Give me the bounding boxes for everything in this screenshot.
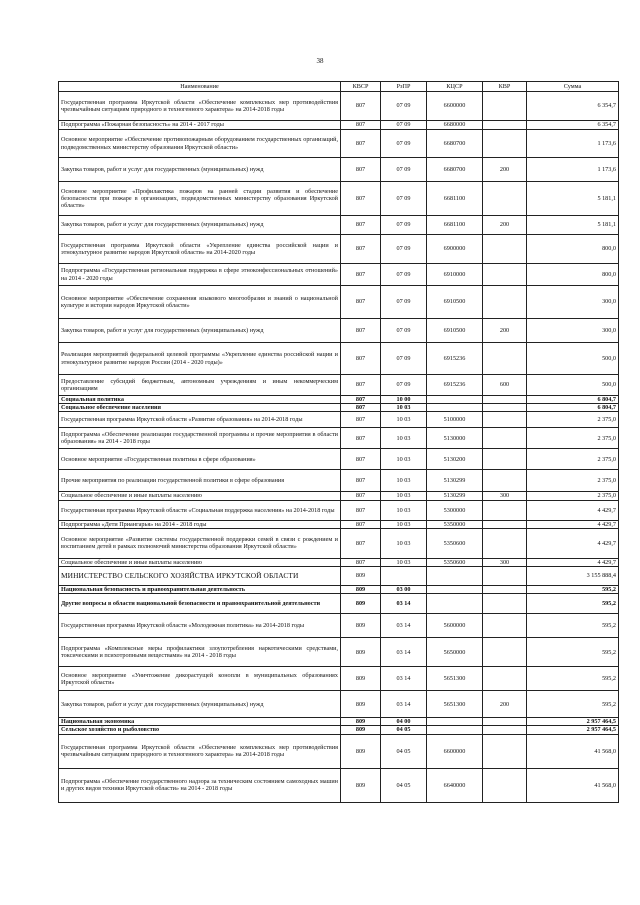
- row-rzpr: 10 03: [381, 500, 427, 520]
- table-row: [59, 734, 619, 768]
- row-rzpr: 10 03: [381, 404, 427, 412]
- row-name: Сельское хозяйство и рыболовство: [59, 726, 341, 734]
- row-rzpr: 03 14: [381, 667, 427, 691]
- row-kvr: [483, 92, 527, 121]
- row-name: Закупка товаров, работ и услуг для государственных (муниципальных) нужд: [59, 319, 341, 343]
- table-row: [59, 520, 619, 528]
- row-kvr: 200: [483, 158, 527, 182]
- header-kcsr: КЦСР: [427, 82, 483, 92]
- row-kcsr: 6910500: [427, 286, 483, 319]
- row-name: Государственная программа Иркутской области «Социальная поддержка населения» на 2014-2018 годы: [59, 500, 341, 520]
- row-name: Основное мероприятие «Обеспечение сохранения языкового многообразия и знаний о национальной культуре и истории народов Иркутской области»: [59, 286, 341, 319]
- table-row: [59, 594, 619, 614]
- table-row: [59, 92, 619, 121]
- row-kvsr: 807: [341, 558, 381, 566]
- row-name: Подпрограмма «Обеспечение государственного надзора за техническим состоянием самоходных машин и других видов техники Иркутской области» на 2014 - 2018 годы: [59, 768, 341, 802]
- row-name: Прочие мероприятия по реализации государственной политики в сфере образования: [59, 470, 341, 492]
- row-rzpr: 03 14: [381, 691, 427, 718]
- row-sum: 595,2: [527, 594, 619, 614]
- row-rzpr: 10 00: [381, 396, 427, 404]
- row-rzpr: 07 09: [381, 286, 427, 319]
- row-name: Основное мероприятие «Развитие системы государственной поддержки семей в связи с рождением и воспитанием детей в рамках полномочий министерства образования Иркутской области»: [59, 528, 341, 558]
- row-kvr: [483, 718, 527, 726]
- row-kcsr: 5600000: [427, 614, 483, 638]
- row-name: Государственная программа Иркутской области «Обеспечение комплексных мер противодействия чрезвычайным ситуациям природного и техногенного характера» на 2014-2018 годы: [59, 92, 341, 121]
- row-rzpr: 03 14: [381, 594, 427, 614]
- row-kcsr: 5300000: [427, 500, 483, 520]
- table-row: [59, 375, 619, 396]
- row-kvr: 200: [483, 319, 527, 343]
- budget-table: [58, 81, 619, 803]
- table-row: [59, 500, 619, 520]
- row-kcsr: 6910000: [427, 264, 483, 286]
- row-sum: 2 375,0: [527, 412, 619, 428]
- row-kvr: [483, 470, 527, 492]
- row-name: Подпрограмма «Обеспечение реализации государственной программы и прочие мероприятия в области образования» на 2014 - 2018 годы: [59, 428, 341, 449]
- row-kcsr: 6600000: [427, 734, 483, 768]
- row-sum: 2 957 464,5: [527, 718, 619, 726]
- row-sum: 41 568,0: [527, 734, 619, 768]
- row-sum: 6 354,7: [527, 92, 619, 121]
- row-kvsr: 807: [341, 92, 381, 121]
- row-sum: 4 429,7: [527, 500, 619, 520]
- row-kcsr: [427, 567, 483, 586]
- row-rzpr: 07 09: [381, 375, 427, 396]
- page-number: 38: [316, 57, 324, 65]
- table-body: [59, 92, 619, 803]
- row-kvr: [483, 667, 527, 691]
- table-row: [59, 343, 619, 375]
- row-kcsr: 6680700: [427, 130, 483, 158]
- row-rzpr: 10 03: [381, 412, 427, 428]
- row-rzpr: 07 09: [381, 182, 427, 216]
- row-name: Подпрограмма «Комплексные меры профилактики злоупотребления наркотическими средствами, токсическими и психотропными веществами» на 2014 - 2018 годы: [59, 638, 341, 667]
- row-name: Закупка товаров, работ и услуг для государственных (муниципальных) нужд: [59, 158, 341, 182]
- row-sum: 1 173,6: [527, 130, 619, 158]
- row-kvsr: 809: [341, 718, 381, 726]
- table-row: [59, 470, 619, 492]
- row-kvsr: 809: [341, 567, 381, 586]
- row-kvsr: 809: [341, 594, 381, 614]
- row-name: Подпрограмма «Дети Приангарья» на 2014 - 2018 годы: [59, 520, 341, 528]
- table-row: [59, 492, 619, 500]
- row-kvsr: 807: [341, 121, 381, 130]
- row-sum: 2 375,0: [527, 492, 619, 500]
- row-kcsr: 6900000: [427, 235, 483, 264]
- row-kcsr: [427, 586, 483, 594]
- row-rzpr: 04 05: [381, 726, 427, 734]
- table-row: [59, 586, 619, 594]
- row-kvsr: 807: [341, 412, 381, 428]
- row-kcsr: 6915236: [427, 343, 483, 375]
- table-row: [59, 404, 619, 412]
- row-rzpr: 07 09: [381, 264, 427, 286]
- row-kcsr: 6681100: [427, 182, 483, 216]
- row-kcsr: [427, 718, 483, 726]
- row-sum: 2 375,0: [527, 428, 619, 449]
- row-kvsr: 807: [341, 520, 381, 528]
- row-kvsr: 809: [341, 726, 381, 734]
- row-kvr: [483, 130, 527, 158]
- table-row: [59, 235, 619, 264]
- table-row: [59, 449, 619, 470]
- row-kvr: [483, 449, 527, 470]
- row-kcsr: 5650000: [427, 638, 483, 667]
- table-row: [59, 286, 619, 319]
- row-sum: 4 429,7: [527, 528, 619, 558]
- row-kvsr: 809: [341, 734, 381, 768]
- row-sum: 2 375,0: [527, 470, 619, 492]
- table-row: [59, 264, 619, 286]
- row-sum: 6 804,7: [527, 396, 619, 404]
- row-kvsr: 807: [341, 264, 381, 286]
- row-sum: 595,2: [527, 691, 619, 718]
- row-kvsr: 809: [341, 691, 381, 718]
- row-kvsr: 807: [341, 492, 381, 500]
- row-kcsr: 5130299: [427, 492, 483, 500]
- row-name: Закупка товаров, работ и услуг для государственных (муниципальных) нужд: [59, 216, 341, 235]
- row-kcsr: [427, 404, 483, 412]
- row-kcsr: 6910500: [427, 319, 483, 343]
- row-kvsr: 807: [341, 470, 381, 492]
- row-kvsr: 807: [341, 375, 381, 396]
- row-kvr: [483, 734, 527, 768]
- row-sum: 3 155 888,4: [527, 567, 619, 586]
- table-row: [59, 718, 619, 726]
- table-row: [59, 216, 619, 235]
- row-sum: 595,2: [527, 614, 619, 638]
- row-kvsr: 807: [341, 404, 381, 412]
- row-kvr: [483, 638, 527, 667]
- row-kvsr: 807: [341, 396, 381, 404]
- row-kvr: [483, 586, 527, 594]
- row-rzpr: 07 09: [381, 216, 427, 235]
- table-row: [59, 768, 619, 802]
- row-rzpr: 10 03: [381, 558, 427, 566]
- table-row: [59, 412, 619, 428]
- header-sum: Сумма: [527, 82, 619, 92]
- row-sum: 500,0: [527, 343, 619, 375]
- row-name: Социальное обеспечение и иные выплаты населению: [59, 492, 341, 500]
- row-name: Закупка товаров, работ и услуг для государственных (муниципальных) нужд: [59, 691, 341, 718]
- row-kvsr: 809: [341, 638, 381, 667]
- header-name: Наименование: [59, 82, 341, 92]
- row-sum: 300,0: [527, 286, 619, 319]
- row-kvr: [483, 235, 527, 264]
- row-kvsr: 809: [341, 614, 381, 638]
- row-kcsr: [427, 726, 483, 734]
- table-row: [59, 667, 619, 691]
- row-name: Социальное обеспечение населения: [59, 404, 341, 412]
- row-kcsr: 5130200: [427, 449, 483, 470]
- row-kvsr: 809: [341, 667, 381, 691]
- row-kvsr: 807: [341, 130, 381, 158]
- table-row: [59, 614, 619, 638]
- row-kvr: [483, 404, 527, 412]
- row-kcsr: [427, 396, 483, 404]
- row-sum: 4 429,7: [527, 558, 619, 566]
- row-rzpr: 03 14: [381, 638, 427, 667]
- row-kvr: 200: [483, 691, 527, 718]
- row-rzpr: 07 09: [381, 130, 427, 158]
- row-rzpr: 07 09: [381, 121, 427, 130]
- row-name: Национальная безопасность и правоохранительная деятельность: [59, 586, 341, 594]
- row-sum: 595,2: [527, 667, 619, 691]
- row-kcsr: 5651300: [427, 667, 483, 691]
- row-kvsr: 807: [341, 449, 381, 470]
- row-kvr: [483, 121, 527, 130]
- row-kvr: [483, 182, 527, 216]
- row-kvsr: 807: [341, 216, 381, 235]
- table-row: [59, 319, 619, 343]
- row-sum: 500,0: [527, 375, 619, 396]
- row-kcsr: 6640000: [427, 768, 483, 802]
- row-rzpr: 04 00: [381, 718, 427, 726]
- row-rzpr: 07 09: [381, 92, 427, 121]
- row-sum: 5 181,1: [527, 216, 619, 235]
- row-rzpr: 10 03: [381, 428, 427, 449]
- row-name: Основное мероприятие «Обеспечение противопожарным оборудованием государственных организаций, подведомственных министерству образования Иркутской области»: [59, 130, 341, 158]
- row-name: Основное мероприятие «Уничтожение дикорастущей конопли в муниципальных образованиях Иркутской области»: [59, 667, 341, 691]
- row-rzpr: 07 09: [381, 158, 427, 182]
- row-kcsr: 6915236: [427, 375, 483, 396]
- row-kcsr: 5350600: [427, 528, 483, 558]
- header-kvsr: КВСР: [341, 82, 381, 92]
- row-name: Предоставление субсидий бюджетным, автономным учреждениям и иным некоммерческим организациям: [59, 375, 341, 396]
- row-rzpr: 03 00: [381, 586, 427, 594]
- row-rzpr: 04 05: [381, 734, 427, 768]
- row-kcsr: 5100000: [427, 412, 483, 428]
- row-kvsr: 807: [341, 286, 381, 319]
- table-row: [59, 726, 619, 734]
- row-name: Подпрограмма «Пожарная безопасность» на 2014 - 2017 годы: [59, 121, 341, 130]
- row-name: Государственная программа Иркутской области «Укрепление единства российской нации и этнокультурное развитие народов Иркутской области» на 2014-2020 годы: [59, 235, 341, 264]
- row-rzpr: 10 03: [381, 449, 427, 470]
- row-kcsr: 5130299: [427, 470, 483, 492]
- header-kvr: КВР: [483, 82, 527, 92]
- row-sum: 6 354,7: [527, 121, 619, 130]
- row-rzpr: [381, 567, 427, 586]
- row-name: Основное мероприятие «Профилактика пожаров на ранней стадии развития и обеспечение безопасности при пожаре в организациях, подведомственных министерству образования Иркутской области»: [59, 182, 341, 216]
- row-kvr: [483, 726, 527, 734]
- row-kcsr: 6681100: [427, 216, 483, 235]
- table-row: [59, 567, 619, 586]
- table-row: [59, 182, 619, 216]
- row-name: Государственная программа Иркутской области «Развитие образования» на 2014-2018 годы: [59, 412, 341, 428]
- row-kvr: [483, 594, 527, 614]
- row-kvsr: 807: [341, 158, 381, 182]
- table-row: [59, 558, 619, 566]
- row-name: Другие вопросы в области национальной безопасности и правоохранительной деятельности: [59, 594, 341, 614]
- row-kvsr: 807: [341, 528, 381, 558]
- table-row: [59, 428, 619, 449]
- row-rzpr: 07 09: [381, 343, 427, 375]
- row-kvsr: 809: [341, 768, 381, 802]
- row-kcsr: 6680700: [427, 158, 483, 182]
- row-sum: 2 375,0: [527, 449, 619, 470]
- row-sum: 595,2: [527, 638, 619, 667]
- row-sum: 800,0: [527, 235, 619, 264]
- row-kvsr: 807: [341, 182, 381, 216]
- row-name: МИНИСТЕРСТВО СЕЛЬСКОГО ХОЗЯЙСТВА ИРКУТСКОЙ ОБЛАСТИ: [59, 567, 341, 586]
- row-sum: 4 429,7: [527, 520, 619, 528]
- row-kvr: [483, 567, 527, 586]
- row-kvr: 600: [483, 375, 527, 396]
- row-kvr: [483, 286, 527, 319]
- row-rzpr: 10 03: [381, 528, 427, 558]
- table-row: [59, 130, 619, 158]
- header-rzpr: РзПР: [381, 82, 427, 92]
- row-rzpr: 04 05: [381, 768, 427, 802]
- row-kvr: [483, 412, 527, 428]
- table-row: [59, 528, 619, 558]
- row-sum: 300,0: [527, 319, 619, 343]
- row-kcsr: 5350600: [427, 558, 483, 566]
- row-kvr: [483, 768, 527, 802]
- table-header-row: [59, 82, 619, 92]
- row-kcsr: 5350000: [427, 520, 483, 528]
- row-kvsr: 809: [341, 586, 381, 594]
- row-kvr: [483, 428, 527, 449]
- row-kcsr: 5130000: [427, 428, 483, 449]
- row-kcsr: [427, 594, 483, 614]
- row-kvr: 200: [483, 216, 527, 235]
- row-kvr: [483, 343, 527, 375]
- table-row: [59, 638, 619, 667]
- row-name: Государственная программа Иркутской области «Обеспечение комплексных мер противодействия чрезвычайным ситуациям природного и техногенного характера» на 2014-2018 годы: [59, 734, 341, 768]
- table-row: [59, 158, 619, 182]
- row-kcsr: 6600000: [427, 92, 483, 121]
- row-name: Государственная программа Иркутской области «Молодежная политика» на 2014-2018 годы: [59, 614, 341, 638]
- row-kvsr: 807: [341, 235, 381, 264]
- row-sum: 800,0: [527, 264, 619, 286]
- row-kcsr: 6680000: [427, 121, 483, 130]
- row-rzpr: 07 09: [381, 235, 427, 264]
- table-row: [59, 691, 619, 718]
- row-name: Реализация мероприятий федеральной целевой программы «Укрепление единства российской нации и этнокультурное развитие народов России (2014 - 2020 годы)»: [59, 343, 341, 375]
- row-rzpr: 10 03: [381, 470, 427, 492]
- row-rzpr: 03 14: [381, 614, 427, 638]
- row-kvsr: 807: [341, 319, 381, 343]
- row-kvr: [483, 500, 527, 520]
- row-kvr: [483, 396, 527, 404]
- row-kvsr: 807: [341, 500, 381, 520]
- row-kvr: [483, 614, 527, 638]
- row-sum: 5 181,1: [527, 182, 619, 216]
- row-kvr: [483, 520, 527, 528]
- table-row: [59, 121, 619, 130]
- row-name: Социальная политика: [59, 396, 341, 404]
- row-name: Подпрограмма «Государственная региональная поддержка в сфере этноконфессиональных отношений» на 2014 - 2020 годы: [59, 264, 341, 286]
- table-row: [59, 396, 619, 404]
- row-kvsr: 807: [341, 428, 381, 449]
- row-kvr: 300: [483, 558, 527, 566]
- row-sum: 2 957 464,5: [527, 726, 619, 734]
- row-kvsr: 807: [341, 343, 381, 375]
- row-rzpr: 07 09: [381, 319, 427, 343]
- row-kcsr: 5651300: [427, 691, 483, 718]
- row-sum: 1 173,6: [527, 158, 619, 182]
- row-name: Национальная экономика: [59, 718, 341, 726]
- row-name: Социальное обеспечение и иные выплаты населению: [59, 558, 341, 566]
- row-kvr: [483, 528, 527, 558]
- row-sum: 6 804,7: [527, 404, 619, 412]
- row-rzpr: 10 03: [381, 520, 427, 528]
- row-kvr: [483, 264, 527, 286]
- row-sum: 595,2: [527, 586, 619, 594]
- row-kvr: 300: [483, 492, 527, 500]
- row-name: Основное мероприятие «Государственная политика в сфере образования»: [59, 449, 341, 470]
- row-rzpr: 10 03: [381, 492, 427, 500]
- row-sum: 41 568,0: [527, 768, 619, 802]
